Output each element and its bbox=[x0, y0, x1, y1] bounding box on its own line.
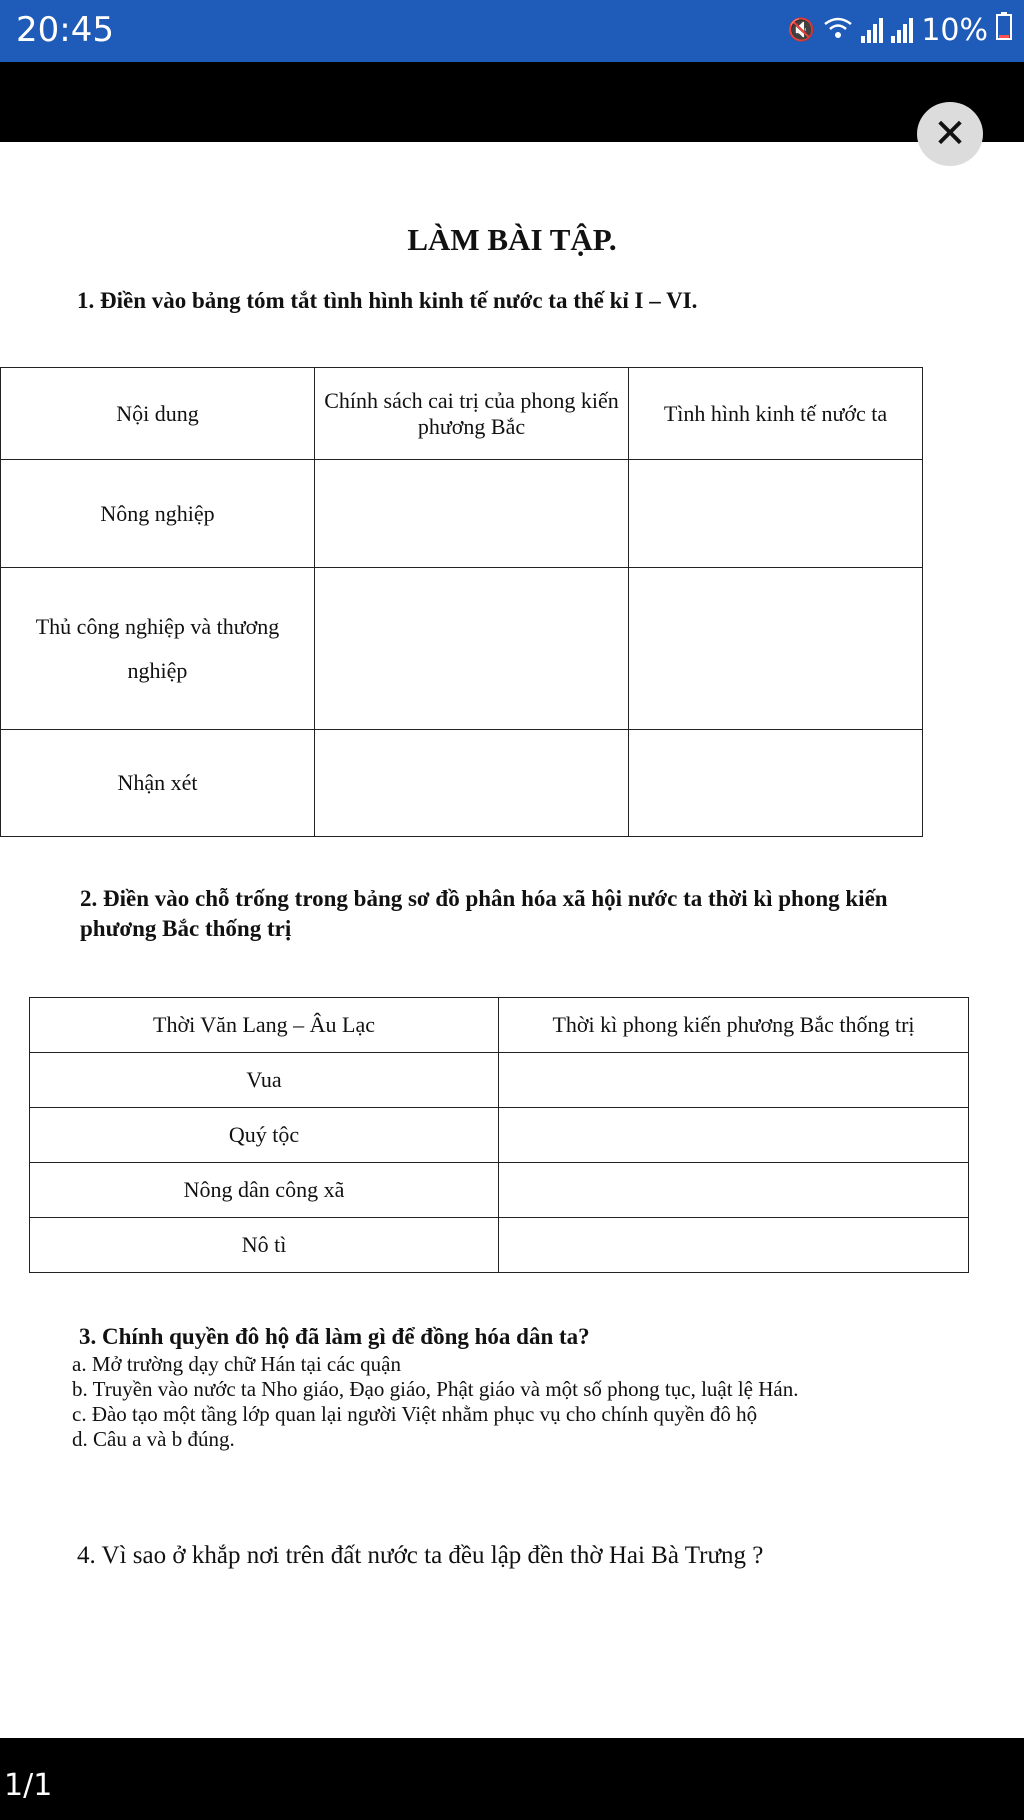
table1-header-content: Nội dung bbox=[1, 368, 315, 460]
table1-row-label: Thủ công nghiệp và thương nghiệp bbox=[1, 568, 315, 730]
table2-cell bbox=[499, 1108, 969, 1163]
table2-cell bbox=[499, 1218, 969, 1273]
question-4: 4. Vì sao ở khắp nơi trên đất nước ta đều lập đền thờ Hai Bà Trưng ? bbox=[77, 1542, 764, 1569]
table1-cell bbox=[629, 568, 923, 730]
table2-row-label: Nông dân công xã bbox=[30, 1163, 499, 1218]
viewer-toolbar bbox=[0, 62, 1024, 142]
table1-cell bbox=[315, 568, 629, 730]
economy-table bbox=[0, 367, 923, 837]
table1-cell bbox=[629, 730, 923, 837]
battery-percent: 10% bbox=[921, 12, 988, 48]
question-3: 3. Chính quyền đô hộ đã làm gì để đồng hóa dân ta? bbox=[79, 1324, 590, 1349]
table2-row-label: Nô tì bbox=[30, 1218, 499, 1273]
question-3-options bbox=[72, 1352, 972, 1452]
table2-row-label: Vua bbox=[30, 1053, 499, 1108]
signal-icon bbox=[861, 17, 883, 43]
table1-row-label: Nông nghiệp bbox=[1, 460, 315, 568]
table2-cell bbox=[499, 1163, 969, 1218]
close-icon: ✕ bbox=[933, 111, 967, 157]
society-table bbox=[29, 997, 969, 1273]
table1-cell bbox=[629, 460, 923, 568]
status-clock: 20:45 bbox=[16, 10, 114, 50]
mute-icon: 🔇 bbox=[787, 17, 816, 43]
option-b: b. Truyền vào nước ta Nho giáo, Đạo giáo, Phật giáo và một số phong tục, luật lệ Hán. bbox=[72, 1377, 799, 1401]
option-a: a. Mở trường dạy chữ Hán tại các quận bbox=[72, 1352, 401, 1376]
table2-header-bac: Thời kì phong kiến phương Bắc thống trị bbox=[499, 998, 969, 1053]
table2-cell bbox=[499, 1053, 969, 1108]
status-bar bbox=[0, 0, 1024, 62]
option-c: c. Đào tạo một tầng lớp quan lại người Việt nhằm phục vụ cho chính quyền đô hộ bbox=[72, 1402, 758, 1426]
page-title: LÀM BÀI TẬP. bbox=[407, 222, 617, 257]
question-1: 1. Điền vào bảng tóm tắt tình hình kinh tế nước ta thế kỉ I – VI. bbox=[77, 288, 698, 313]
table1-header-economy: Tình hình kinh tế nước ta bbox=[629, 368, 923, 460]
status-icons bbox=[788, 12, 1012, 48]
viewer-footer bbox=[0, 1738, 1024, 1820]
table2-row-label: Quý tộc bbox=[30, 1108, 499, 1163]
table2-header-vanlang: Thời Văn Lang – Âu Lạc bbox=[30, 998, 499, 1053]
table1-row-label: Nhận xét bbox=[1, 730, 315, 837]
page-indicator: 1/1 bbox=[4, 1768, 53, 1803]
table1-cell bbox=[315, 460, 629, 568]
option-d: d. Câu a và b đúng. bbox=[72, 1427, 235, 1451]
question-2: 2. Điền vào chỗ trống trong bảng sơ đồ phân hóa xã hội nước ta thời kì phong kiến phương Bắc thống trị bbox=[80, 886, 888, 941]
signal-icon-2 bbox=[891, 17, 913, 43]
battery-icon bbox=[996, 12, 1012, 48]
table1-header-policy: Chính sách cai trị của phong kiến phương Bắc bbox=[315, 368, 629, 460]
document-page bbox=[0, 142, 1024, 1738]
table1-cell bbox=[315, 730, 629, 837]
wifi-icon bbox=[823, 13, 853, 48]
